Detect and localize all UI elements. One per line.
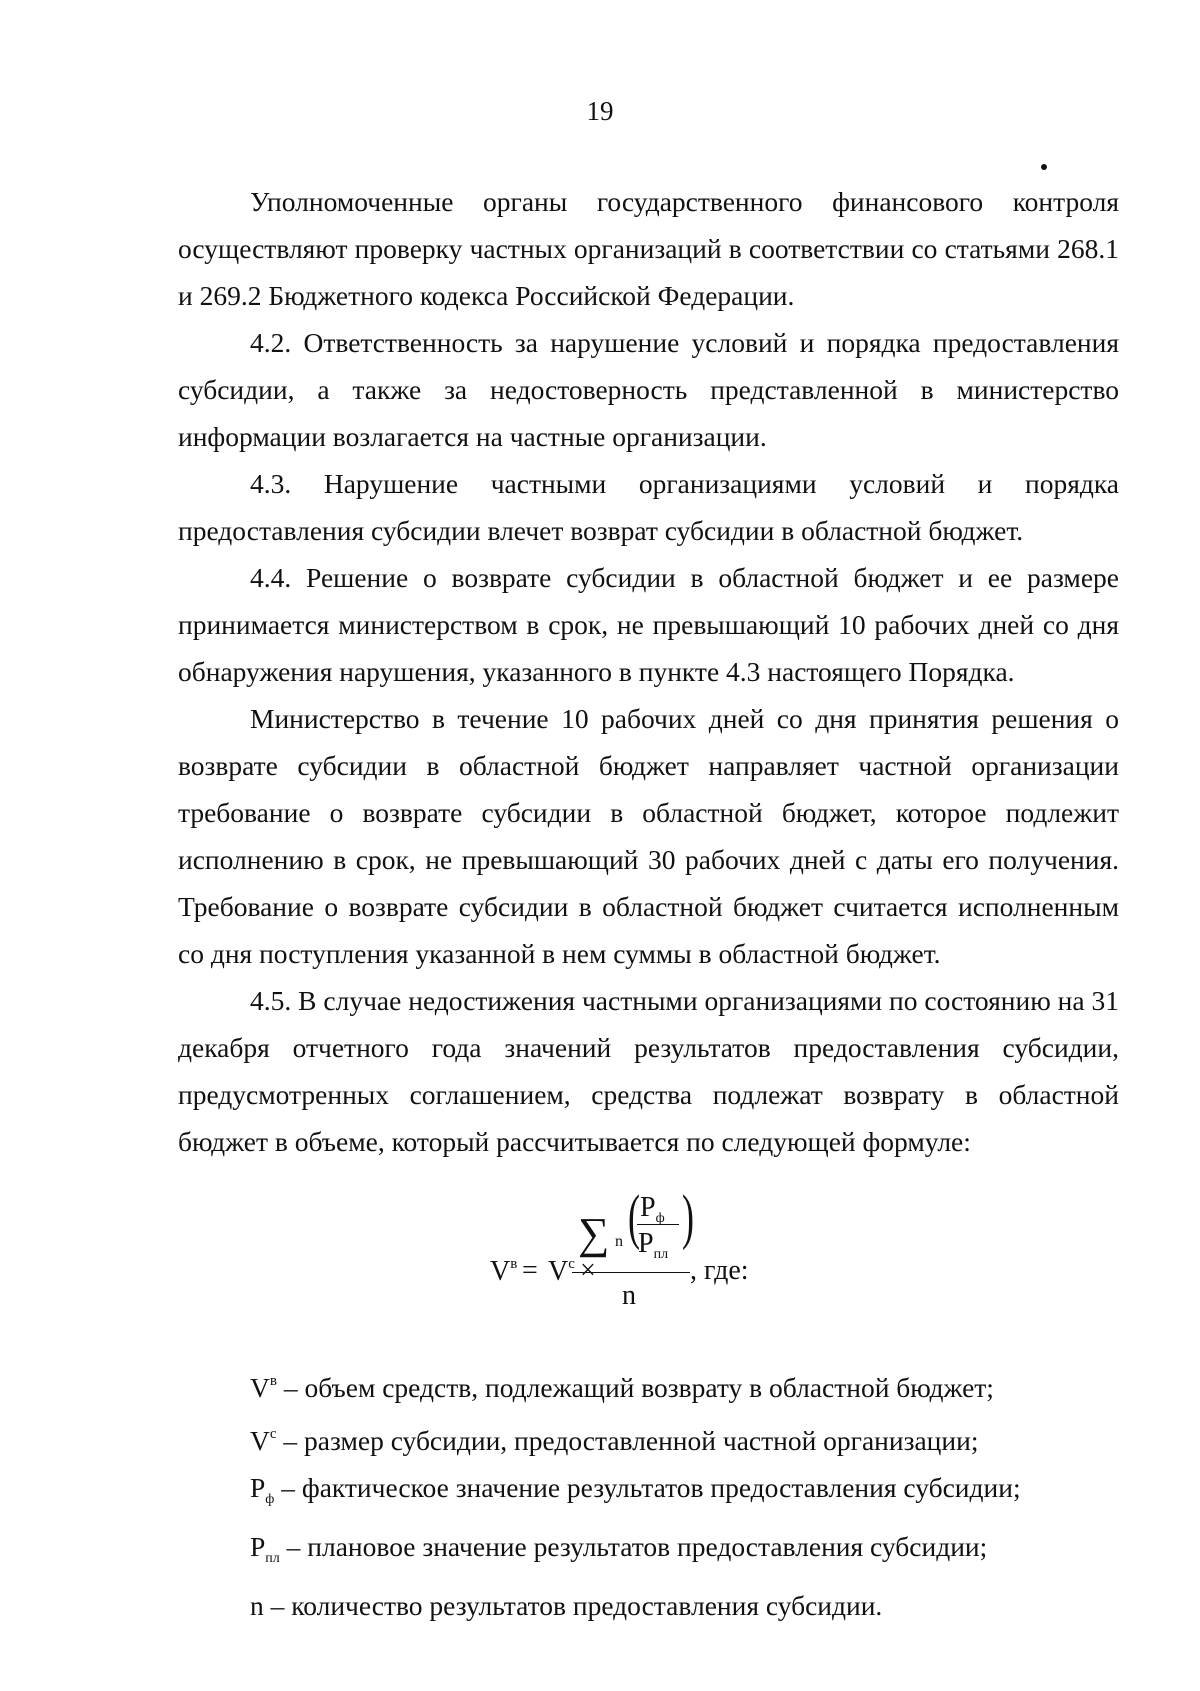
formula-times: × [580, 1255, 596, 1286]
formula-right-paren: ) [682, 1182, 694, 1251]
formula-equals: = [522, 1255, 538, 1286]
formula-main-fraction-line [572, 1272, 690, 1273]
definition-item: $V^с$ – размер субсидии, предоставленной частной организации; [250, 1425, 979, 1456]
refund-formula [490, 1182, 870, 1326]
paragraph-4-4: 4.4. Решение о возврате субсидии в областной бюджет и ее размере принимается министерством в срок, не превышающий 10 рабочих дней со дня обнаружения нарушения, указанного в пункте 4.3 настоящего Порядка. [178, 562, 1119, 687]
scan-dot [1041, 164, 1047, 170]
body-text [178, 178, 1119, 1165]
definition-item: $P_ф$ – фактическое значение результатов предоставления субсидии; [250, 1472, 1021, 1507]
formula-left-paren: ( [628, 1182, 640, 1251]
formula-lhs: $V^в$ [490, 1256, 518, 1287]
formula-subsidy-size: $V^с$ [548, 1256, 575, 1287]
definition-item: n – количество результатов предоставления субсидии. [250, 1590, 883, 1621]
formula-sum-sign: ∑ [578, 1209, 610, 1258]
formula-denominator: n [622, 1280, 636, 1311]
paragraph-ministry-demand: Министерство в течение 10 рабочих дней со дня принятия решения о возврате субсидии в областной бюджет направляет частной организации требование о возврате субсидии в областной бюджет, которое подлежит исполнению в срок, не превышающий 30 рабочих дней с даты его получения. Требование о возврате субсидии в областной бюджет считается исполненным со дня поступления указанной в нем суммы в областной бюджет. [178, 703, 1119, 969]
paragraph-4-2: 4.2. Ответственность за нарушение условий и порядка предоставления субсидии, а также за недостоверность представленной в министерство информации возлагается на частные организации. [178, 327, 1119, 452]
formula-inner-fraction-line [637, 1224, 679, 1225]
formula-actual-value: $P_ф$ [640, 1192, 665, 1226]
formula-definitions [250, 1358, 1110, 1629]
paragraph-4-5: 4.5. В случае недостижения частными организациями по состоянию на 31 декабря отчетного года значений результатов предоставления субсидии, предусмотренных соглашением, средства подлежат возврату в областной бюджет в объеме, который рассчитывается по следующей формуле: [178, 985, 1119, 1157]
paragraph-4-3: 4.3. Нарушение частными организациями условий и порядка предоставления субсидии влечет возврат субсидии в областной бюджет. [178, 468, 1119, 546]
formula-suffix: , где: [690, 1255, 749, 1286]
definition-item: $P_{пл}$ – плановое значение результатов предоставления субсидии; [250, 1531, 988, 1566]
definition-item: $V^в$ – объем средств, подлежащий возврату в областной бюджет; [250, 1372, 994, 1403]
formula-sum-subscript: n [615, 1233, 623, 1250]
paragraph-control-bodies: Уполномоченные органы государственного финансового контроля осуществляют проверку частных организаций в соответствии со статьями 268.1 и 269.2 Бюджетного кодекса Российской Федерации. [178, 186, 1119, 311]
formula-planned-value: $P_{пл}$ [638, 1228, 669, 1262]
page-number: 19 [586, 96, 614, 126]
